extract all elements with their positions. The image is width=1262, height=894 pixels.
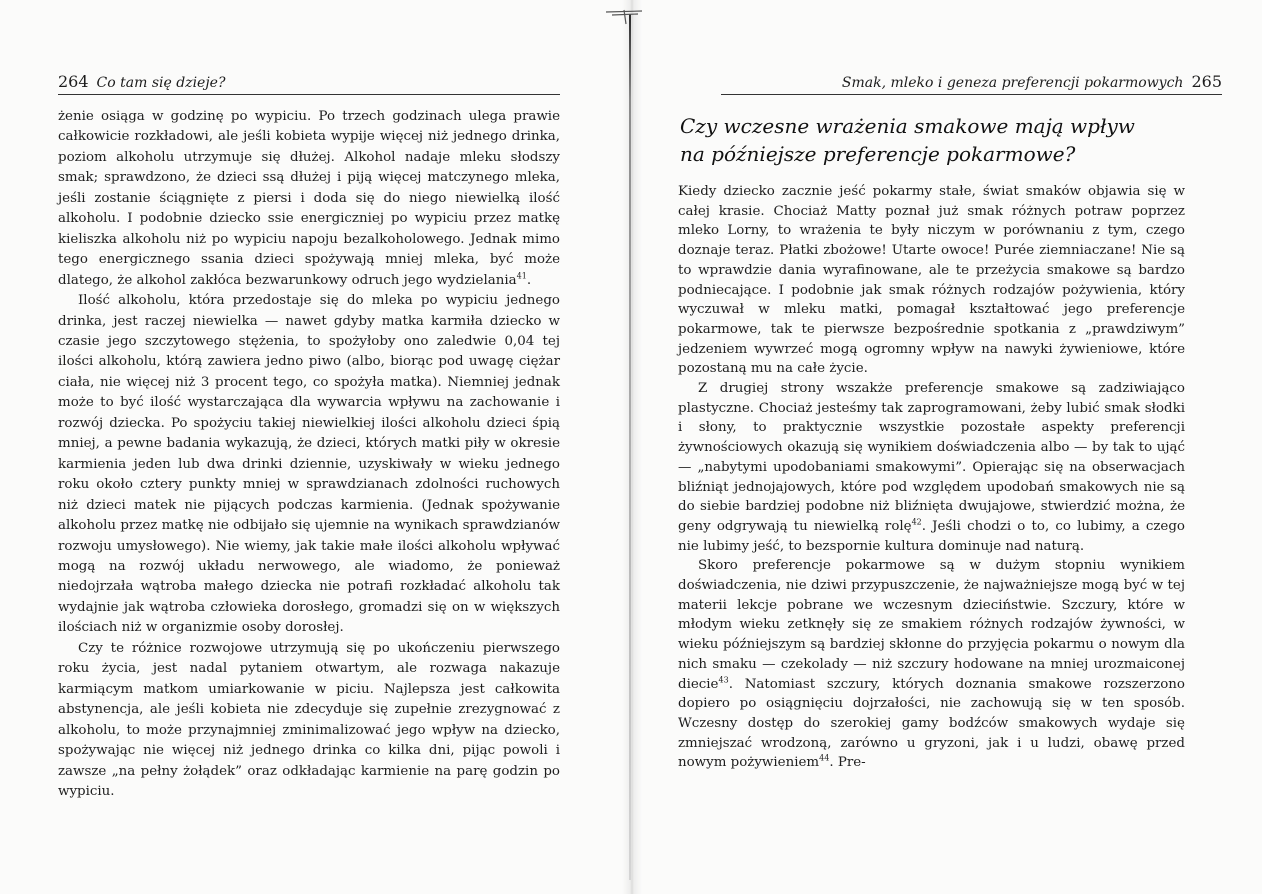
paragraph (678, 182, 1185, 379)
left-body-text (58, 107, 560, 802)
left-header-rule (58, 94, 560, 95)
paragraph-text: Skoro preferencje pokarmowe są w dużym stopniu wynikiem doświadczenia, nie dziwi przypuszczenie, że najważniejsze mogą być w tej materii lekcje pobrane we wczesnym dzieciństwie. Szczury, które w młodym wieku zetknęły się ze smakiem różnych rodzajów żywności, w wieku późniejszym są bardziej skłonne do przyjęcia pokarmu o nowym dla nich smaku — czekolady — niż szczury hodowane na mniej urozmaiconej diecie (678, 558, 1185, 692)
paragraph-text: Czy te różnice rozwojowe utrzymują się po ukończeniu pierwszego roku życia, jest nadal pytaniem otwartym, ale rozwaga nakazuje karmiącym matkom umiarkowanie w piciu. Najlepsza jest całkowita abstynencja, ale jeśli kobieta nie zdecyduje się zupełnie zrezygnować z alkoholu, to może przynajmniej zminimalizować jego wpływ na dziecko, spożywając nie więcej niż jednego drinka co kilka dni, pijąc powoli i zawsze „na pełny żołądek” oraz odkładając karmienie na parę godzin po wypiciu. (58, 640, 560, 799)
right-running-head (721, 72, 1222, 92)
paragraph-tail: . Natomiast szczury, których doznania smakowe rozszerzono dopiero po osiągnięciu dojrzałości, nie zachowują się w ten sposób. Wczesny dostęp do szerokiej gamy bodźców smakowych wydaje się zmniejszać wrodzoną, zarówno u gryzoni, jak i u ludzi, obawę przed nowym pożywieniem (678, 676, 1185, 771)
paragraph-text: Kiedy dziecko zacznie jeść pokarmy stałe, świat smaków objawia się w całej krasie. Chociaż Matty poznał już smak różnych potraw poprzez mleko Lorny, to wrażenia te były niczym w porównaniu z tym, czego doznaje teraz. Płatki zbożowe! Utarte owoce! Purée ziemniaczane! Nie są to wprawdzie dania wyrafinowane, ale te przeżycia smakowe są bardzo podniecające. I podobnie jak smak różnych rodzajów pożywienia, który wyczuwał w mleku matki, pomagał kształtować jego preferencje pokarmowe, tak te pierwsze bezpośrednie spotkania z „prawdziwym” jedzeniem wywrzeć mogą ogromny wpływ na nawyki żywieniowe, które pozostaną mu na całe życie. (678, 184, 1185, 377)
left-page-number: 264 (58, 72, 89, 91)
footnote-ref: 41 (516, 271, 527, 281)
paragraph (678, 379, 1185, 556)
right-running-title: Smak, mleko i geneza preferencji pokarmowych (841, 75, 1184, 91)
paragraph-tail: . Jeśli chodzi o to, co lubimy, a czego nie lubimy jeść, to bezspornie kultura dominuje nad naturą. (678, 518, 1185, 554)
right-header-rule (721, 94, 1222, 95)
paragraph (58, 107, 560, 291)
paragraph (58, 291, 560, 639)
paragraph (58, 639, 560, 803)
right-body-text (678, 182, 1185, 773)
left-running-head (58, 72, 560, 92)
footnote-ref: 44 (819, 753, 830, 763)
paragraph-text: Ilość alkoholu, która przedostaje się do mleka po wypiciu jednego drinka, jest raczej niewielka — nawet gdyby matka karmiła dziecko w czasie jego szczytowego stężenia, to spożyłoby ono zaledwie 0,04 tej ilości alkoholu, którą zawiera jedno piwo (albo, biorąc pod uwagę ciężar ciała, nie więcej niż 3 procent tego, co spożyła matka). Niemniej jednak może to być ilość wystarczająca dla wywarcia wpływu na zachowanie i rozwój dziecka. Po spożyciu takiej niewielkiej ilości alkoholu dzieci śpią mniej, a pewne badania wykazują, że dzieci, których matki piły w okresie karmienia jeden lub dwa drinki dziennie, uzyskiwały w wieku jednego roku około cztery punkty mniej w sprawdzianach zdolności ruchowych niż dzieci matek nie pijących podczas karmienia. (Jednak spożywanie alkoholu przez matkę nie odbijało się ujemnie na wynikach sprawdzianów rozwoju umysłowego). Nie wiemy, jak takie małe ilości alkoholu wpływać mogą na rozwój układu nerwowego, ale wiadomo, że ponieważ niedojrzała wątroba małego dziecka nie potrafi rozkładać alkoholu tak wydajnie jak wątroba człowieka dorosłego, gromadzi się on w większych ilościach niż w organizmie osoby dorosłej. (58, 293, 560, 636)
section-heading: Czy wczesne wrażenia smakowe mają wpływ na późniejsze preferencje pokarmowe? (680, 114, 1135, 166)
paragraph-tail: . (526, 272, 532, 288)
right-page-number: 265 (1191, 72, 1222, 91)
paragraph-text: Z drugiej strony wszakże preferencje smakowe są zadziwiająco plastyczne. Chociaż jesteśmy tak zaprogramowani, żeby lubić smak słodki i słony, to praktycznie wszystkie pozostałe aspekty preferencji żywnościowych okazują się wynikiem doświadczenia albo — by tak to ująć — „nabytymi upodobaniami smakowymi”. Opierając się na obserwacjach bliźniąt jednojajowych, które pod względem upodobań smakowych nie są do siebie bardziej podobne niż bliźnięta dwujajowe, stwierdzić można, że geny odgrywają tu niewielką rolę (678, 381, 1185, 534)
footnote-ref: 43 (718, 675, 729, 685)
paragraph (678, 556, 1185, 773)
left-running-title: Co tam się dzieje? (96, 75, 226, 91)
paragraph-tail: . Pre- (829, 755, 866, 771)
paragraph-text: żenie osiąga w godzinę po wypiciu. Po trzech godzinach ulega prawie całkowicie rozkładowi, ale jeśli kobieta wypije więcej niż jednego drinka, poziom alkoholu utrzymuje się dłużej. Alkohol nadaje mleku słodszy smak; sprawdzono, że dzieci ssą dłużej i piją więcej matczynego mleka, jeśli zostanie ściągnięte z piersi i doda się do niego niewielką ilość alkoholu. I podobnie dziecko ssie energiczniej po wypiciu przez matkę kieliszka alkoholu niż po wypiciu napoju bezalkoholowego. Jednak mimo tego energicznego ssania dzieci spożywają mniej mleka, być może dlatego, że alkohol zakłóca bezwarunkowy odruch jego wydzielania (58, 109, 560, 288)
footnote-ref: 42 (911, 517, 922, 527)
